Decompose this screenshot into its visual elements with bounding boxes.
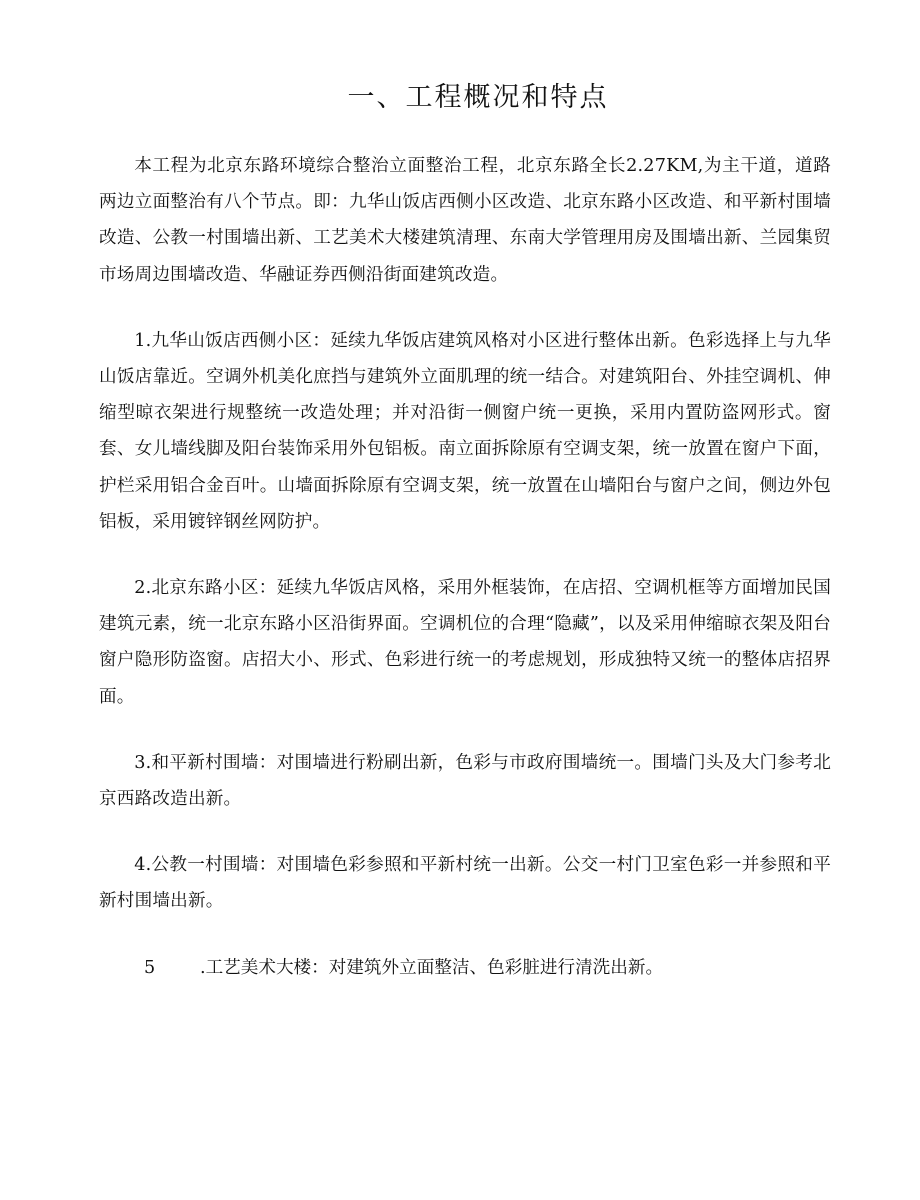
paragraph-spacer [99,540,831,570]
item-number: 5 [144,957,156,978]
paragraph-spacer [99,920,831,950]
intro-paragraph: 本工程为北京东路环境综合整治立面整治工程，北京东路全长2.27KM,为主干道，道路两边立面整治有八个节点。即：九华山饭店西侧小区改造、北京东路小区改造、和平新村围墙改造、公教一村围墙出新、工艺美术大楼建筑清理、东南大学管理用房及围墙出新、兰园集贸市场周边围墙改造、华融证券西侧沿街面建筑改造。 [99,156,831,285]
item-paragraph-2 [99,570,831,715]
paragraph-spacer [99,715,831,745]
item-number: 2 [134,578,146,599]
item-text: .和平新村围墙：对围墙进行粉刷出新，色彩与市政府围墙统一。围墙门头及大门参考北京西路改造出新。 [99,752,831,810]
item-paragraph-5 [99,950,831,986]
page-title: 一、工程概况和特点 [347,82,609,113]
item-number: 3 [134,752,146,773]
item-paragraph-3 [99,745,831,817]
item-text: .公教一村围墙：对围墙色彩参照和平新村统一出新。公交一村门卫室色彩一并参照和平新村围墙出新。 [99,855,831,912]
item-text: .北京东路小区：延续九华饭店风格，采用外框装饰，在店招、空调机框等方面增加民国建筑元素，统一北京东路小区沿街界面。空调机位的合理“隐藏”，以及采用伸缩晾衣架及阳台窗户隐形防盗窗。店招大小、形式、色彩进行统一的考虑规划，形成独特又统一的整体店招界面。 [99,578,831,707]
document-body [99,148,831,986]
item-text: .九华山饭店西侧小区：延续九华饭店建筑风格对小区进行整体出新。色彩选择上与九华山饭店靠近。空调外机美化庶挡与建筑外立面肌理的统一结合。对建筑阳台、外挂空调机、伸缩型晾衣架进行规整统一改造处理；并对沿街一侧窗户统一更换，采用内置防盗网形式。窗套、女儿墙线脚及阳台装饰采用外包铝板。南立面拆除原有空调支架，统一放置在窗户下面，护栏采用铝合金百叶。山墙面拆除原有空调支架，统一放置在山墙阳台与窗户之间，侧边外包铝板，采用镀锌钢丝网防护。 [99,330,831,532]
paragraph-spacer [99,817,831,847]
item-number: 4 [134,855,146,876]
item-paragraph-1 [99,323,831,540]
item-paragraph-4 [99,847,831,919]
item-text: .工艺美术大楼：对建筑外立面整洁、色彩脏进行清洗出新。 [200,957,664,978]
paragraph-spacer [99,293,831,323]
item-number: 1 [134,330,146,351]
